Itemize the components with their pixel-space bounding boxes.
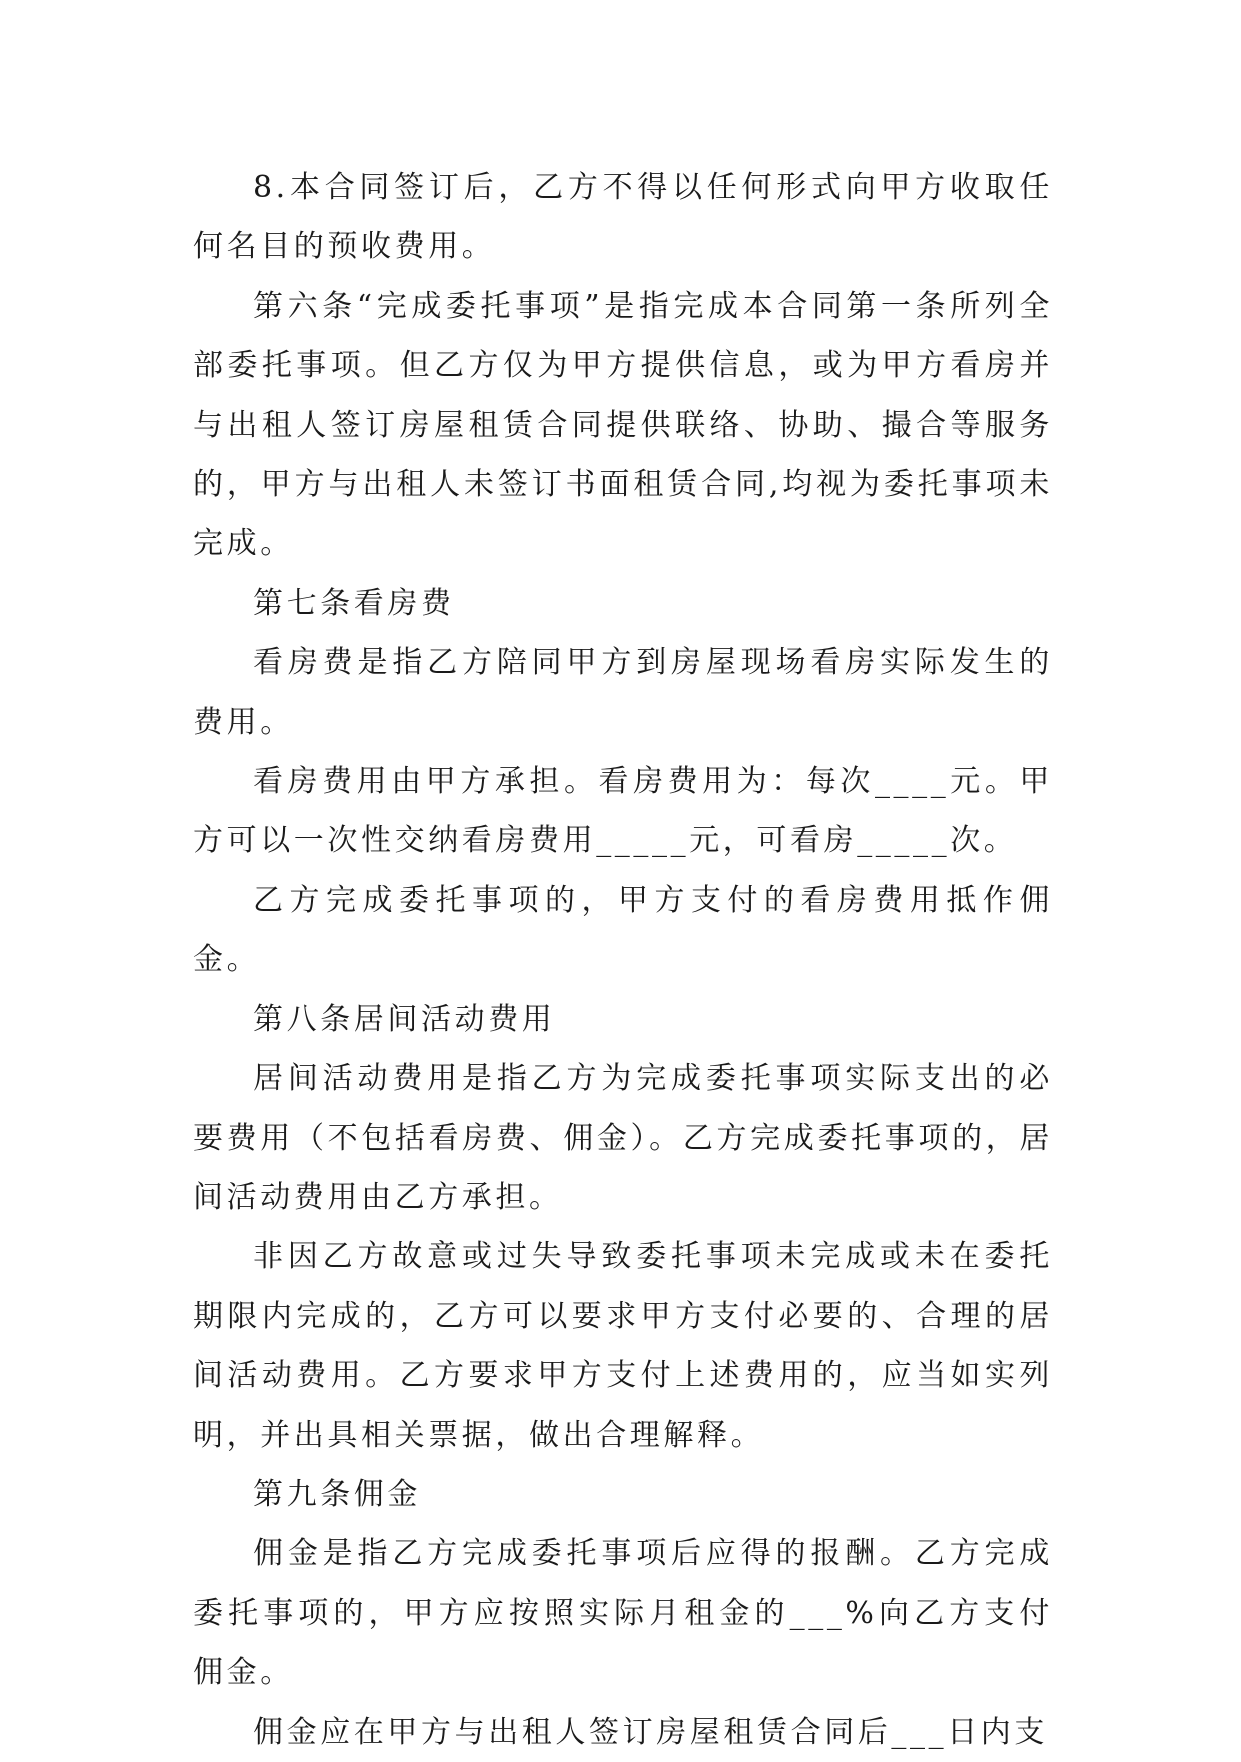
paragraph-clause-7-offset: 乙方完成委托事项的，甲方支付的看房费用抵作佣金。 — [193, 882, 1053, 978]
paragraph-clause-8-reimbursement: 非因乙方故意或过失导致委托事项未完成或未在委托期限内完成的，乙方可以要求甲方支付必要的、合理的居间活动费用。乙方要求甲方支付上述费用的，应当如实列明，并出具相关票据，做出合理解释。 — [193, 1239, 1053, 1453]
heading-clause-7: 第七条看房费 — [253, 585, 455, 621]
heading-clause-8: 第八条居间活动费用 — [253, 1001, 556, 1037]
paragraph-clause-8-definition: 居间活动费用是指乙方为完成委托事项实际支出的必要费用（不包括看房费、佣金）。乙方完成委托事项的，居间活动费用由乙方承担。 — [193, 1061, 1053, 1215]
paragraph-clause-9-payment: 佣金应在甲方与出租人签订房屋租赁合同后___日内支 — [253, 1714, 1048, 1750]
paragraph-clause-5-item-8: 8.本合同签订后，乙方不得以任何形式向甲方收取任何名目的预收费用。 — [193, 170, 1053, 265]
paragraph-clause-6: 第六条“完成委托事项”是指完成本合同第一条所列全部委托事项。但乙方仅为甲方提供信息，或为甲方看房并与出租人签订房屋租赁合同提供联络、协助、撮合等服务的，甲方与出租人未签订书面租赁合同,均视为委托事项未完成。 — [193, 288, 1053, 562]
heading-clause-9: 第九条佣金 — [253, 1476, 421, 1512]
paragraph-clause-9-definition: 佣金是指乙方完成委托事项后应得的报酬。乙方完成委托事项的，甲方应按照实际月租金的___%向乙方支付佣金。 — [193, 1536, 1053, 1691]
document-body — [193, 158, 1053, 1762]
paragraph-clause-7-fee: 看房费用由甲方承担。看房费用为：每次____元。甲方可以一次性交纳看房费用_____元，可看房_____次。 — [193, 764, 1053, 859]
paragraph-clause-7-definition: 看房费是指乙方陪同甲方到房屋现场看房实际发生的费用。 — [193, 645, 1053, 740]
